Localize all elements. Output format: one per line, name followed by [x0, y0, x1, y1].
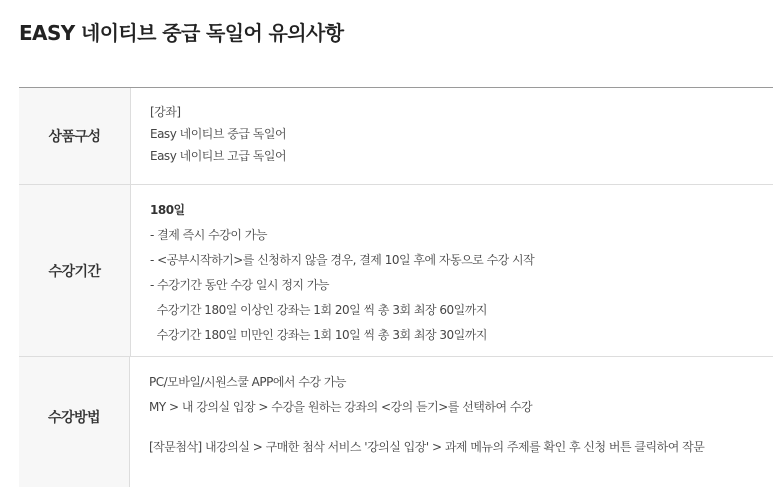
row-header: 상품구성	[19, 88, 131, 184]
product-composition-row	[19, 88, 773, 185]
content-line: [작문첨삭] 내강의실 > 구매한 첨삭 서비스 '강의실 입장' > 과제 메뉴의 주제를 확인 후 신청 버튼 클릭하여 작문	[149, 440, 705, 454]
row-header: 수강방법	[19, 357, 130, 487]
content-line: - <공부시작하기>를 신청하지 않을 경우, 결제 10일 후에 자동으로 수강 시작	[150, 253, 535, 267]
content-line: Easy 네이티브 중급 독일어	[150, 127, 287, 141]
content-line: Easy 네이티브 고급 독일어	[150, 149, 287, 163]
period-days: 180일	[150, 203, 185, 217]
row-content	[130, 357, 704, 487]
line-spacer	[149, 420, 704, 435]
content-line: PC/모바일/시원스쿨 APP에서 수강 가능	[149, 375, 347, 389]
notice-table	[19, 87, 773, 487]
page-title: EASY 네이티브 중급 독일어 유의사항	[19, 21, 344, 45]
course-period-row	[19, 185, 773, 357]
content-line: [강좌]	[150, 105, 181, 119]
content-line: 수강기간 180일 미만인 강좌는 1회 10일 씩 총 3회 최장 30일까지	[150, 328, 487, 342]
study-method-row	[19, 357, 773, 487]
row-content	[131, 88, 286, 184]
content-line: - 결제 즉시 수강이 가능	[150, 228, 267, 242]
content-line: 수강기간 180일 이상인 강좌는 1회 20일 씩 총 3회 최장 60일까지	[150, 303, 487, 317]
content-line: - 수강기간 동안 수강 일시 정지 가능	[150, 278, 330, 292]
row-content	[131, 185, 534, 356]
content-line: MY > 내 강의실 입장 > 수강을 원하는 강좌의 <강의 듣기>를 선택하여 수강	[149, 400, 533, 414]
row-header: 수강기간	[19, 185, 131, 356]
